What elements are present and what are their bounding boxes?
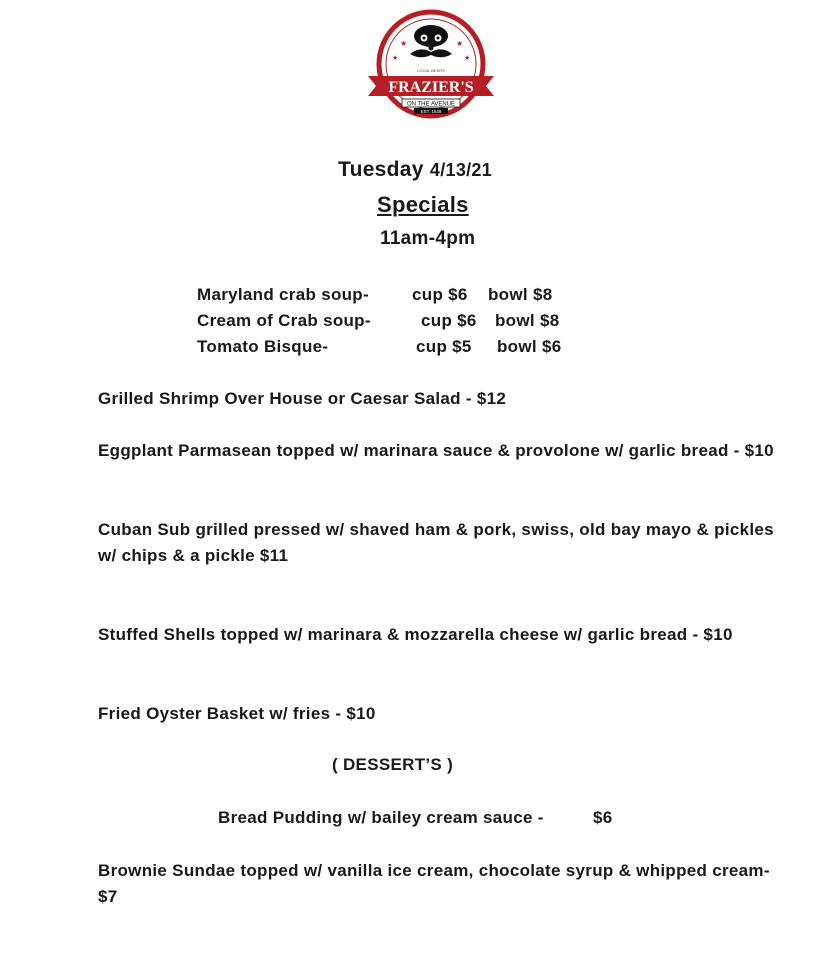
logo-name: FRAZIER'S <box>388 79 474 96</box>
menu-item-shrimp-salad: Grilled Shrimp Over House or Caesar Salad - $12 <box>98 389 507 408</box>
menu-hours: 11am-4pm <box>380 228 476 249</box>
svg-text:LOCAL BEERS: LOCAL BEERS <box>417 68 445 73</box>
menu-item-cuban-sub: Cuban Sub grilled pressed w/ shaved ham & pork, swiss, old bay mayo & pickles w/ chips & a pickle $11 <box>98 520 774 565</box>
svg-text:★: ★ <box>400 39 408 48</box>
svg-text:EST. 1939: EST. 1939 <box>420 109 442 114</box>
soup-name: Cream of Crab soup- <box>197 311 371 330</box>
menu-item-eggplant: Eggplant Parmasean topped w/ marinara sauce & provolone w/ garlic bread - $10 <box>98 441 774 460</box>
dessert-heading: ( DESSERT’S ) <box>332 755 454 774</box>
menu-item-stuffed-shells: Stuffed Shells topped w/ marinara & mozzarella cheese w/ garlic bread - $10 <box>98 625 733 644</box>
soup-bowl-price: bowl $6 <box>497 337 562 356</box>
menu-title: Specials <box>377 192 469 217</box>
soup-cup-price: cup $5 <box>416 337 472 356</box>
soup-bowl-price: bowl $8 <box>488 285 553 304</box>
soup-cup-price: cup $6 <box>421 311 477 330</box>
menu-item-bread-pudding: Bread Pudding w/ bailey cream sauce - <box>218 808 544 827</box>
svg-text:ON THE AVENUE: ON THE AVENUE <box>406 101 456 108</box>
soup-bowl-price: bowl $8 <box>495 311 560 330</box>
soup-name: Maryland crab soup- <box>197 285 369 304</box>
soup-cup-price: cup $6 <box>412 285 468 304</box>
menu-item-oyster-basket: Fried Oyster Basket w/ fries - $10 <box>98 704 376 723</box>
fraziers-logo <box>360 8 502 130</box>
menu-day-name: Tuesday <box>338 158 424 181</box>
menu-item-brownie-sundae: Brownie Sundae topped w/ vanilla ice cream, chocolate syrup & whipped cream- $7 <box>98 861 770 906</box>
svg-text:★: ★ <box>456 39 464 48</box>
soup-name: Tomato Bisque- <box>197 337 329 356</box>
menu-day <box>338 158 492 182</box>
svg-text:★: ★ <box>464 54 471 62</box>
svg-text:★: ★ <box>392 54 399 62</box>
bread-pudding-price: $6 <box>593 808 613 827</box>
menu-date: 4/13/21 <box>429 160 493 180</box>
